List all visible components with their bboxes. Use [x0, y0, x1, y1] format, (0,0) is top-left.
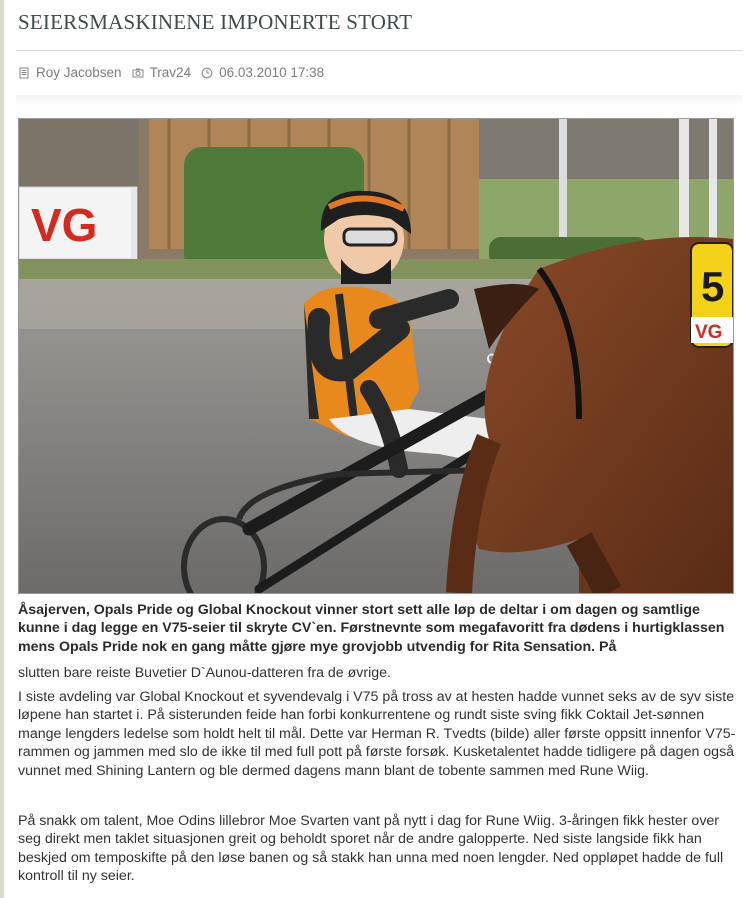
meta-separator: [16, 95, 742, 107]
publish-datetime: 06.03.2010 17:38: [219, 65, 325, 80]
vest-letters: HT: [309, 320, 331, 337]
vg-sign-text: VG: [31, 199, 98, 251]
photo-credit: Trav24: [149, 65, 192, 80]
number-bib-text: 5: [701, 263, 725, 310]
headline-divider: [16, 50, 742, 51]
article-paragraph: I siste avdeling var Global Knockout et syvendevalg i V75 på tross av at hesten hadde vunnet seks av de syv siste løpene han startet i. På sisterunden feide han forbi konkurrentene og rundt siste sving fikk Coktail Jet-sønnen mange lengders ledelse som holdt helt til mål. Dette var Herman R. Tvedts (bilde) aller første oppsitt innenfor V75-rammen og jammen med slo de ikke til med full pott på første forsøk. Kusketalentet hadde tidligere på dagen også vunnet med Shining Lantern og ble dermed dagens mann blant de tobente sammen med Rune Wiig.: [18, 689, 736, 779]
author-link[interactable]: Roy Jacobsen: [36, 65, 122, 80]
article-headline: SEIERSMASKINENE IMPONERTE STORT: [18, 10, 413, 34]
article-lead-tail: slutten bare reiste Buvetier D`Aunou-datteren fra de øvrige.: [18, 665, 392, 681]
article-paragraph: På snakk om talent, Moe Odins lillebror Moe Svarten vant på nytt i dag for Rune Wiig. 3-åringen fikk hester over seg direkt men taklet situasjonen greit og beholdt sporet når de andre galopperte. Ned siste langside fikk han beskjed om temposkifte på den løse banen og så stakk han unna med noen lengder. Ned oppløpet hadde de full kontroll til ny seier.: [18, 813, 724, 885]
bib-sponsor-text: VG: [695, 322, 723, 343]
article-photo: [18, 118, 734, 594]
clock-icon: [201, 67, 213, 79]
article-lead: Åsajerven, Opals Pride og Global Knockout vinner stort sett alle løp de deltar i om dagen og samtlige kunne i dag legge en V75-seier til skryte CV`en. Førstnevnte som megafavoritt fra dødens i hurtigklassen mens Opals Pride nok en gang måtte gjøre mye grovjobb utvendig for Rita Sensation. På: [18, 602, 725, 655]
camera-icon: [132, 67, 144, 79]
left-border: [0, 0, 4, 898]
document-icon: [18, 67, 30, 79]
article-meta: [18, 65, 324, 80]
